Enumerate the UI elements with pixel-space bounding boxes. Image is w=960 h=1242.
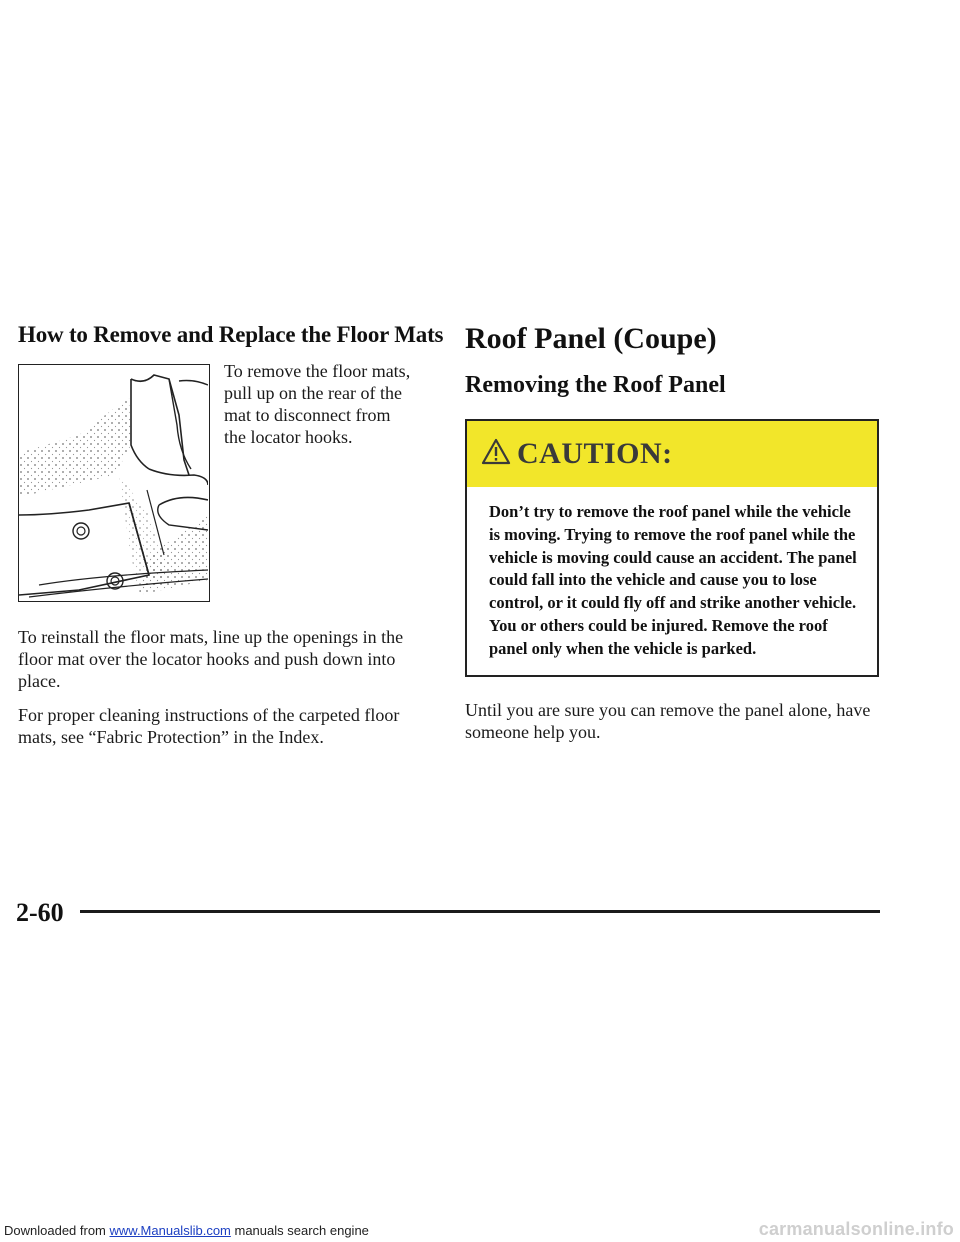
watermark-prefix: Downloaded from (4, 1223, 110, 1238)
watermark-suffix: manuals search engine (230, 1223, 369, 1238)
locator-hook-icon (73, 523, 89, 539)
floor-mats-cleaning-text: For proper cleaning instructions of the carpeted floor mats, see “Fabric Protection” in the Index. (18, 705, 400, 747)
floor-mats-heading: How to Remove and Replace the Floor Mats (18, 322, 444, 347)
floor-mats-remove-text: To remove the floor mats, pull up on the rear of the mat to disconnect from the locator hooks. (224, 361, 411, 447)
floor-mat-illustration (18, 364, 210, 602)
caution-box (465, 419, 879, 677)
roof-panel-help-text: Until you are sure you can remove the panel alone, have someone help you. (465, 699, 871, 742)
floor-mats-figure-row (18, 361, 438, 602)
floor-mats-section (18, 322, 444, 748)
caution-text: Don’t try to remove the roof panel while the vehicle is moving. Trying to remove the roof panel while the vehicle is moving could cause an accident. The panel could fall into the vehicle and cause you to lose control, or it could fly off and strike another vehicle. You or others could be injured. Remove the roof panel only when the vehicle is parked. (489, 502, 857, 658)
footer-rule (80, 910, 880, 913)
caution-header-bar (467, 421, 877, 487)
floor-mat-drawing (19, 365, 208, 600)
manualslib-link[interactable]: www.Manualslib.com (109, 1223, 231, 1238)
caution-title: CAUTION: (517, 437, 673, 470)
page-number: 2-60 (16, 898, 64, 927)
roof-panel-heading: Roof Panel (Coupe) (465, 322, 717, 355)
corner-watermark: carmanualsonline.info (758, 1219, 954, 1239)
removing-roof-panel-subheading: Removing the Roof Panel (465, 372, 726, 398)
roof-panel-section (465, 322, 885, 761)
download-watermark (4, 1223, 369, 1238)
warning-triangle-icon (481, 438, 511, 470)
floor-mats-reinstall-text: To reinstall the floor mats, line up the openings in the floor mat over the locator hooks and push down into place. (18, 627, 404, 691)
